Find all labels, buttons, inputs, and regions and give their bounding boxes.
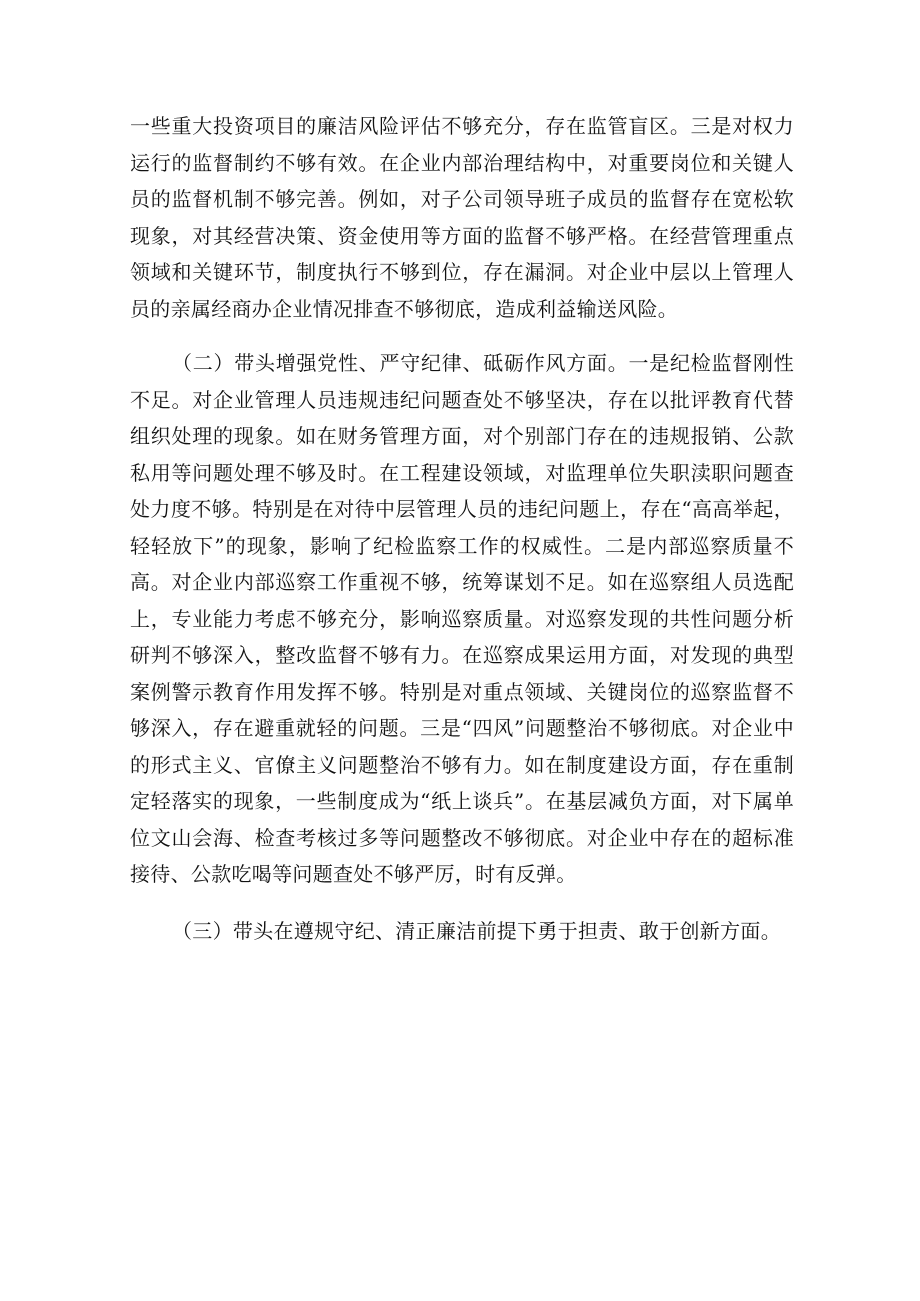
document-body — [130, 108, 794, 949]
paragraph-1: 一些重大投资项目的廉洁风险评估不够充分，存在监管盲区。三是对权力运行的监督制约不够有效。在企业内部治理结构中，对重要岗位和关键人员的监督机制不够完善。例如，对子公司领导班子成员的监督存在宽松软现象，对其经营决策、资金使用等方面的监督不够严格。在经营管理重点领域和关键环节，制度执行不够到位，存在漏洞。对企业中层以上管理人员的亲属经商办企业情况排查不够彻底，造成利益输送风险。 — [130, 114, 794, 321]
paragraph-2: （二）带头增强党性、严守纪律、砥砺作风方面。一是纪检监督刚性不足。对企业管理人员违规违纪问题查处不够坚决，存在以批评教育代替组织处理的现象。如在财务管理方面，对个别部门存在的违规报销、公款私用等问题处理不够及时。在工程建设领域，对监理单位失职渎职问题查处力度不够。特别是在对待中层管理人员的违纪问题上，存在“高高举起，轻轻放下”的现象，影响了纪检监察工作的权威性。二是内部巡察质量不高。对企业内部巡察工作重视不够，统筹谋划不足。如在巡察组人员选配上，专业能力考虑不够充分，影响巡察质量。对巡察发现的共性问题分析研判不够深入，整改监督不够有力。在巡察成果运用方面，对发现的典型案例警示教育作用发挥不够。特别是对重点领域、关键岗位的巡察监督不够深入，存在避重就轻的问题。三是“四风”问题整治不够彻底。对企业中的形式主义、官僚主义问题整治不够有力。如在制度建设方面，存在重制定轻落实的现象，一些制度成为“纸上谈兵”。在基层减负方面，对下属单位文山会海、检查考核过多等问题整改不够彻底。对企业中存在的超标准接待、公款吃喝等问题查处不够严厉，时有反弹。 — [130, 351, 794, 886]
paragraph-3: （三）带头在遵规守纪、清正廉洁前提下勇于担责、敢于创新方面。 — [172, 918, 781, 943]
